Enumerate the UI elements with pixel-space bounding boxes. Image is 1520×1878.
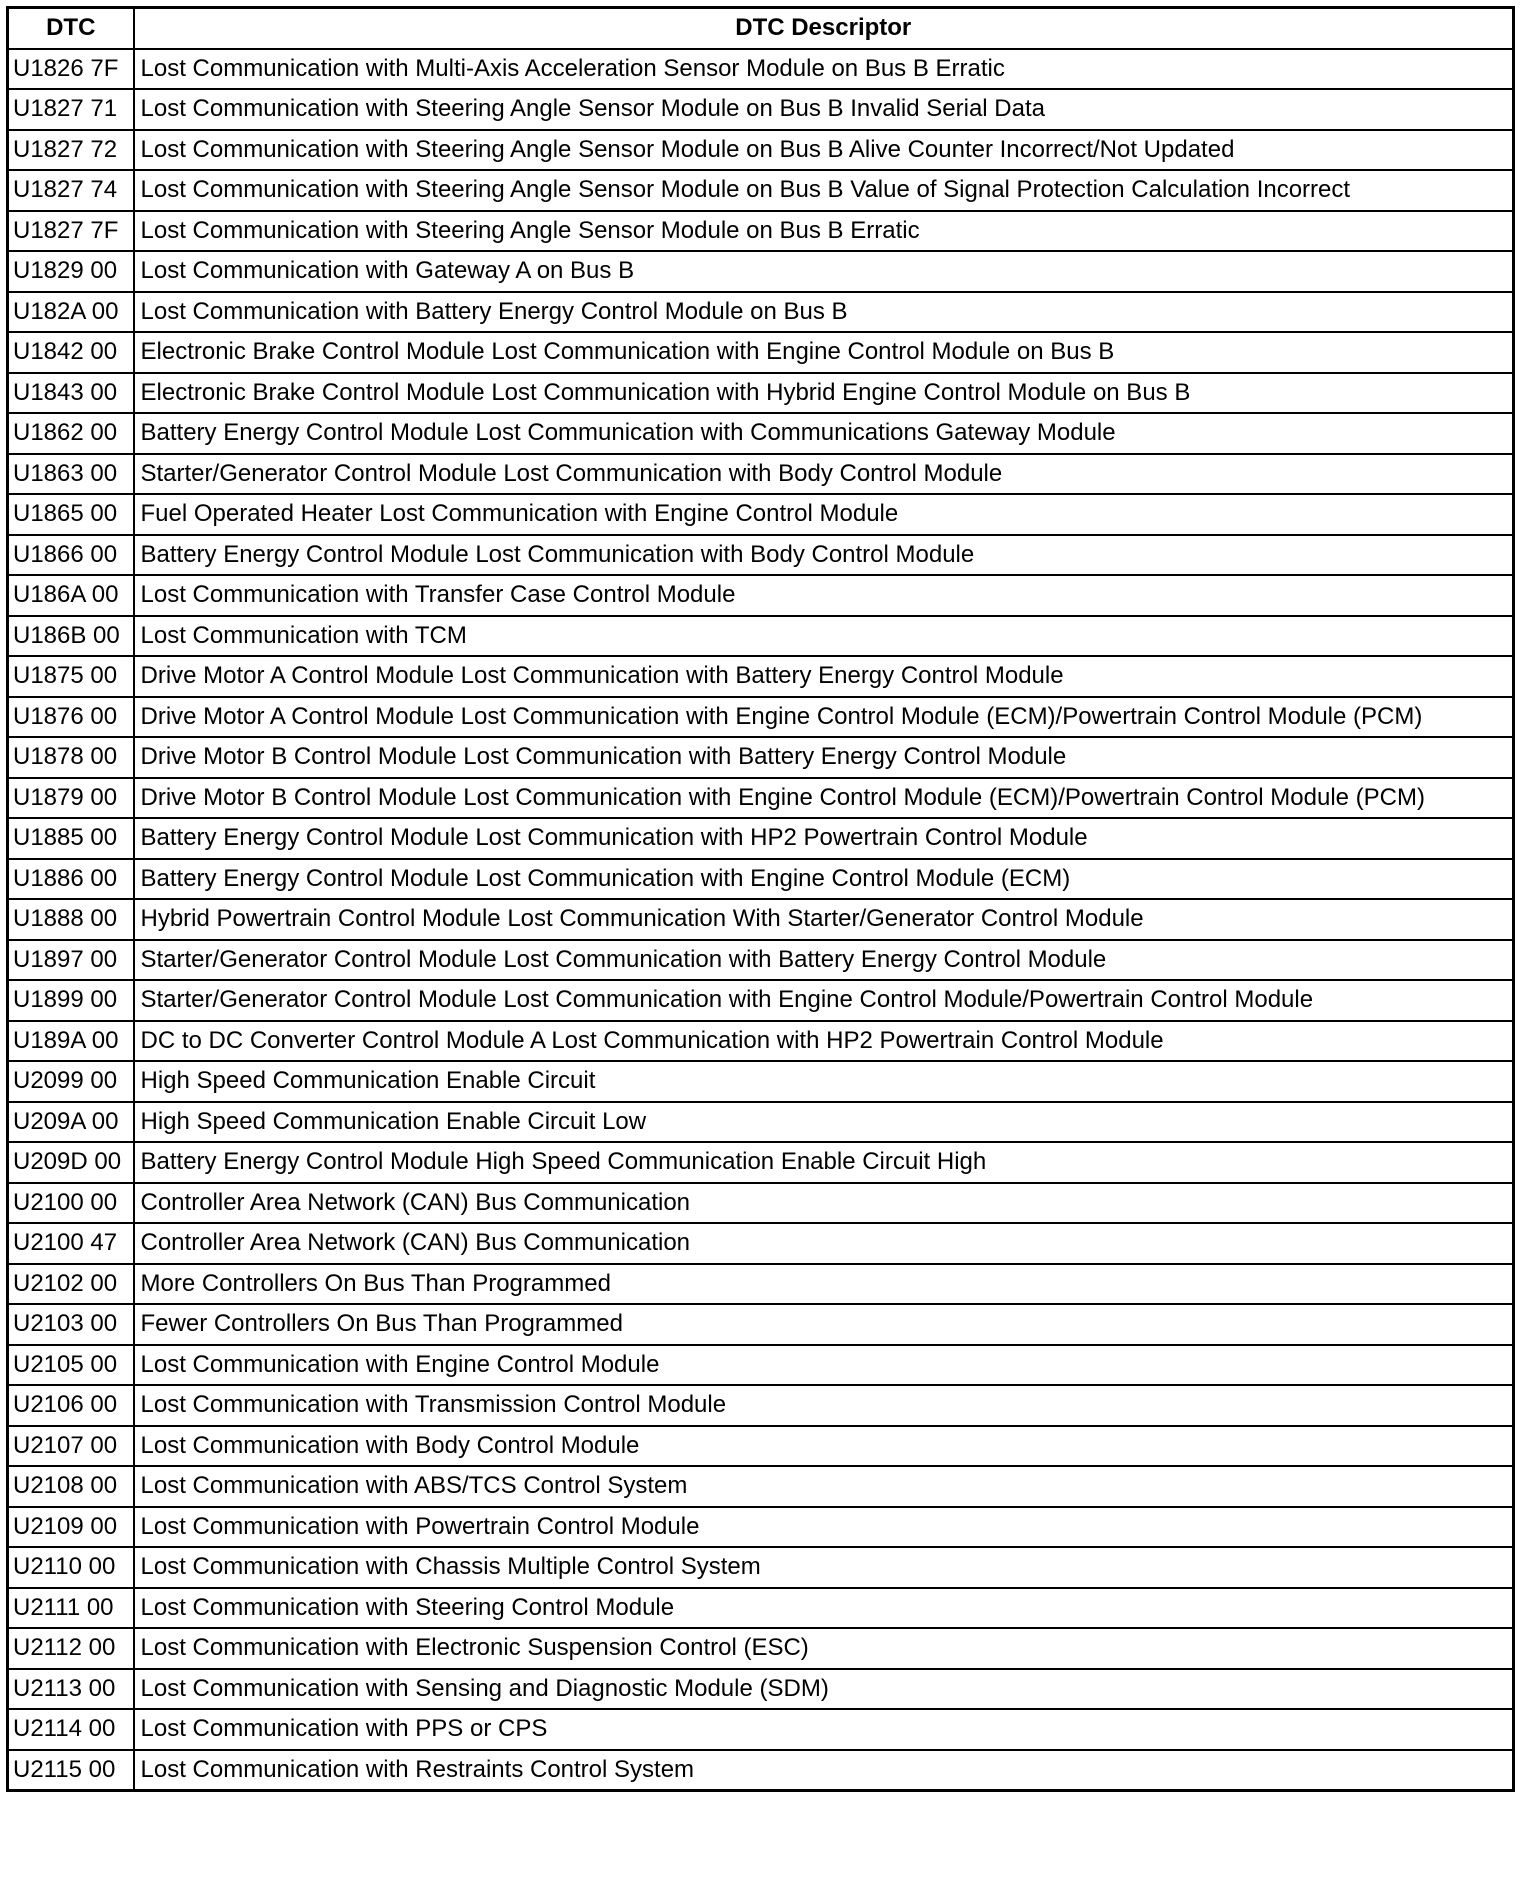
dtc-code-cell: U1885 00 — [8, 818, 134, 859]
table-row — [8, 818, 1514, 859]
dtc-descriptor-cell: Lost Communication with Steering Angle Sensor Module on Bus B Erratic — [134, 211, 1514, 252]
dtc-code-cell: U1879 00 — [8, 778, 134, 819]
table-row — [8, 251, 1514, 292]
table-row — [8, 130, 1514, 171]
dtc-code-cell: U2099 00 — [8, 1061, 134, 1102]
dtc-descriptor-cell: Lost Communication with Gateway A on Bus B — [134, 251, 1514, 292]
dtc-descriptor-cell: Lost Communication with PPS or CPS — [134, 1709, 1514, 1750]
dtc-code-cell: U2109 00 — [8, 1507, 134, 1548]
table-row — [8, 1426, 1514, 1467]
dtc-descriptor-cell: Lost Communication with ABS/TCS Control System — [134, 1466, 1514, 1507]
dtc-code-cell: U2114 00 — [8, 1709, 134, 1750]
table-row — [8, 859, 1514, 900]
dtc-descriptor-cell: Lost Communication with Restraints Control System — [134, 1750, 1514, 1791]
dtc-code-cell: U1878 00 — [8, 737, 134, 778]
dtc-descriptor-cell: Lost Communication with Steering Angle Sensor Module on Bus B Alive Counter Incorrect/Not Updated — [134, 130, 1514, 171]
table-row — [8, 1223, 1514, 1264]
table-row — [8, 575, 1514, 616]
dtc-table — [6, 6, 1515, 1792]
dtc-descriptor-cell: Drive Motor A Control Module Lost Communication with Battery Energy Control Module — [134, 656, 1514, 697]
dtc-descriptor-cell: Lost Communication with Engine Control Module — [134, 1345, 1514, 1386]
dtc-descriptor-cell: Starter/Generator Control Module Lost Communication with Battery Energy Control Module — [134, 940, 1514, 981]
dtc-descriptor-cell: Lost Communication with Body Control Module — [134, 1426, 1514, 1467]
dtc-code-cell: U209D 00 — [8, 1142, 134, 1183]
dtc-descriptor-cell: Controller Area Network (CAN) Bus Communication — [134, 1183, 1514, 1224]
dtc-code-cell: U1899 00 — [8, 980, 134, 1021]
table-row — [8, 1183, 1514, 1224]
dtc-code-cell: U2100 00 — [8, 1183, 134, 1224]
dtc-descriptor-cell: Controller Area Network (CAN) Bus Communication — [134, 1223, 1514, 1264]
dtc-code-cell: U1843 00 — [8, 373, 134, 414]
table-row — [8, 1264, 1514, 1305]
table-row — [8, 899, 1514, 940]
dtc-descriptor-cell: Fewer Controllers On Bus Than Programmed — [134, 1304, 1514, 1345]
dtc-code-cell: U2111 00 — [8, 1588, 134, 1629]
table-row — [8, 1750, 1514, 1791]
dtc-descriptor-cell: Lost Communication with Multi-Axis Acceleration Sensor Module on Bus B Erratic — [134, 49, 1514, 90]
dtc-code-cell: U2112 00 — [8, 1628, 134, 1669]
dtc-code-cell: U1863 00 — [8, 454, 134, 495]
table-row — [8, 1142, 1514, 1183]
dtc-code-cell: U1827 71 — [8, 89, 134, 130]
table-row — [8, 1385, 1514, 1426]
dtc-code-cell: U2115 00 — [8, 1750, 134, 1791]
dtc-code-cell: U186B 00 — [8, 616, 134, 657]
dtc-descriptor-cell: Lost Communication with Steering Control Module — [134, 1588, 1514, 1629]
header-row — [8, 8, 1514, 49]
table-row — [8, 413, 1514, 454]
dtc-descriptor-cell: Lost Communication with Electronic Suspension Control (ESC) — [134, 1628, 1514, 1669]
dtc-code-cell: U2107 00 — [8, 1426, 134, 1467]
dtc-code-cell: U1862 00 — [8, 413, 134, 454]
table-row — [8, 1466, 1514, 1507]
table-row — [8, 170, 1514, 211]
dtc-code-cell: U189A 00 — [8, 1021, 134, 1062]
table-row — [8, 1507, 1514, 1548]
dtc-descriptor-cell: Lost Communication with Powertrain Control Module — [134, 1507, 1514, 1548]
dtc-code-cell: U2106 00 — [8, 1385, 134, 1426]
dtc-code-cell: U2103 00 — [8, 1304, 134, 1345]
table-row — [8, 1021, 1514, 1062]
table-row — [8, 1588, 1514, 1629]
table-row — [8, 535, 1514, 576]
dtc-descriptor-cell: More Controllers On Bus Than Programmed — [134, 1264, 1514, 1305]
dtc-code-cell: U1866 00 — [8, 535, 134, 576]
dtc-code-cell: U2105 00 — [8, 1345, 134, 1386]
dtc-descriptor-cell: Lost Communication with Chassis Multiple Control System — [134, 1547, 1514, 1588]
dtc-code-cell: U2110 00 — [8, 1547, 134, 1588]
dtc-descriptor-cell: Lost Communication with Transfer Case Control Module — [134, 575, 1514, 616]
dtc-code-cell: U1865 00 — [8, 494, 134, 535]
dtc-descriptor-cell: Lost Communication with Steering Angle Sensor Module on Bus B Invalid Serial Data — [134, 89, 1514, 130]
table-row — [8, 1669, 1514, 1710]
table-row — [8, 1345, 1514, 1386]
table-row — [8, 211, 1514, 252]
descriptor-column-header: DTC Descriptor — [134, 8, 1514, 49]
dtc-descriptor-cell: Lost Communication with Battery Energy Control Module on Bus B — [134, 292, 1514, 333]
dtc-code-cell: U1842 00 — [8, 332, 134, 373]
table-row — [8, 1304, 1514, 1345]
table-row — [8, 454, 1514, 495]
dtc-code-cell: U2100 47 — [8, 1223, 134, 1264]
table-row — [8, 292, 1514, 333]
table-row — [8, 1709, 1514, 1750]
dtc-code-cell: U1888 00 — [8, 899, 134, 940]
dtc-code-cell: U1827 7F — [8, 211, 134, 252]
dtc-descriptor-cell: Fuel Operated Heater Lost Communication with Engine Control Module — [134, 494, 1514, 535]
table-row — [8, 616, 1514, 657]
dtc-code-cell: U2108 00 — [8, 1466, 134, 1507]
table-row — [8, 940, 1514, 981]
dtc-descriptor-cell: Electronic Brake Control Module Lost Communication with Hybrid Engine Control Module on Bus B — [134, 373, 1514, 414]
dtc-code-cell: U182A 00 — [8, 292, 134, 333]
dtc-code-cell: U2102 00 — [8, 1264, 134, 1305]
dtc-descriptor-cell: Lost Communication with Sensing and Diagnostic Module (SDM) — [134, 1669, 1514, 1710]
table-row — [8, 1628, 1514, 1669]
dtc-descriptor-cell: Electronic Brake Control Module Lost Communication with Engine Control Module on Bus B — [134, 332, 1514, 373]
table-row — [8, 89, 1514, 130]
table-row — [8, 778, 1514, 819]
table-row — [8, 332, 1514, 373]
table-row — [8, 737, 1514, 778]
dtc-descriptor-cell: High Speed Communication Enable Circuit — [134, 1061, 1514, 1102]
dtc-descriptor-cell: Drive Motor B Control Module Lost Communication with Engine Control Module (ECM)/Powertrain Control Module (PCM) — [134, 778, 1514, 819]
dtc-descriptor-cell: Starter/Generator Control Module Lost Communication with Body Control Module — [134, 454, 1514, 495]
table-row — [8, 1061, 1514, 1102]
table-row — [8, 494, 1514, 535]
dtc-descriptor-cell: Drive Motor B Control Module Lost Communication with Battery Energy Control Module — [134, 737, 1514, 778]
dtc-code-cell: U209A 00 — [8, 1102, 134, 1143]
dtc-descriptor-cell: Hybrid Powertrain Control Module Lost Communication With Starter/Generator Control Module — [134, 899, 1514, 940]
dtc-descriptor-cell: Lost Communication with TCM — [134, 616, 1514, 657]
dtc-code-cell: U1827 72 — [8, 130, 134, 171]
dtc-descriptor-cell: Lost Communication with Transmission Control Module — [134, 1385, 1514, 1426]
dtc-descriptor-cell: Battery Energy Control Module Lost Communication with Engine Control Module (ECM) — [134, 859, 1514, 900]
table-row — [8, 373, 1514, 414]
dtc-descriptor-cell: Battery Energy Control Module High Speed Communication Enable Circuit High — [134, 1142, 1514, 1183]
dtc-code-cell: U1875 00 — [8, 656, 134, 697]
table-row — [8, 49, 1514, 90]
table-row — [8, 1102, 1514, 1143]
dtc-descriptor-cell: DC to DC Converter Control Module A Lost Communication with HP2 Powertrain Control Module — [134, 1021, 1514, 1062]
dtc-code-cell: U1897 00 — [8, 940, 134, 981]
dtc-code-cell: U1829 00 — [8, 251, 134, 292]
dtc-descriptor-cell: High Speed Communication Enable Circuit Low — [134, 1102, 1514, 1143]
dtc-descriptor-cell: Battery Energy Control Module Lost Communication with Body Control Module — [134, 535, 1514, 576]
dtc-descriptor-cell: Drive Motor A Control Module Lost Communication with Engine Control Module (ECM)/Powertrain Control Module (PCM) — [134, 697, 1514, 738]
dtc-descriptor-cell: Battery Energy Control Module Lost Communication with HP2 Powertrain Control Module — [134, 818, 1514, 859]
dtc-code-cell: U2113 00 — [8, 1669, 134, 1710]
dtc-descriptor-cell: Lost Communication with Steering Angle Sensor Module on Bus B Value of Signal Protection Calculation Incorrect — [134, 170, 1514, 211]
table-row — [8, 697, 1514, 738]
dtc-code-cell: U186A 00 — [8, 575, 134, 616]
table-header — [8, 8, 1514, 49]
dtc-code-cell: U1876 00 — [8, 697, 134, 738]
dtc-code-cell: U1886 00 — [8, 859, 134, 900]
dtc-descriptor-cell: Starter/Generator Control Module Lost Communication with Engine Control Module/Powertrain Control Module — [134, 980, 1514, 1021]
dtc-column-header: DTC — [8, 8, 134, 49]
dtc-code-cell: U1827 74 — [8, 170, 134, 211]
table-row — [8, 980, 1514, 1021]
table-body — [8, 49, 1514, 1791]
table-row — [8, 1547, 1514, 1588]
table-row — [8, 656, 1514, 697]
dtc-descriptor-cell: Battery Energy Control Module Lost Communication with Communications Gateway Module — [134, 413, 1514, 454]
dtc-code-cell: U1826 7F — [8, 49, 134, 90]
